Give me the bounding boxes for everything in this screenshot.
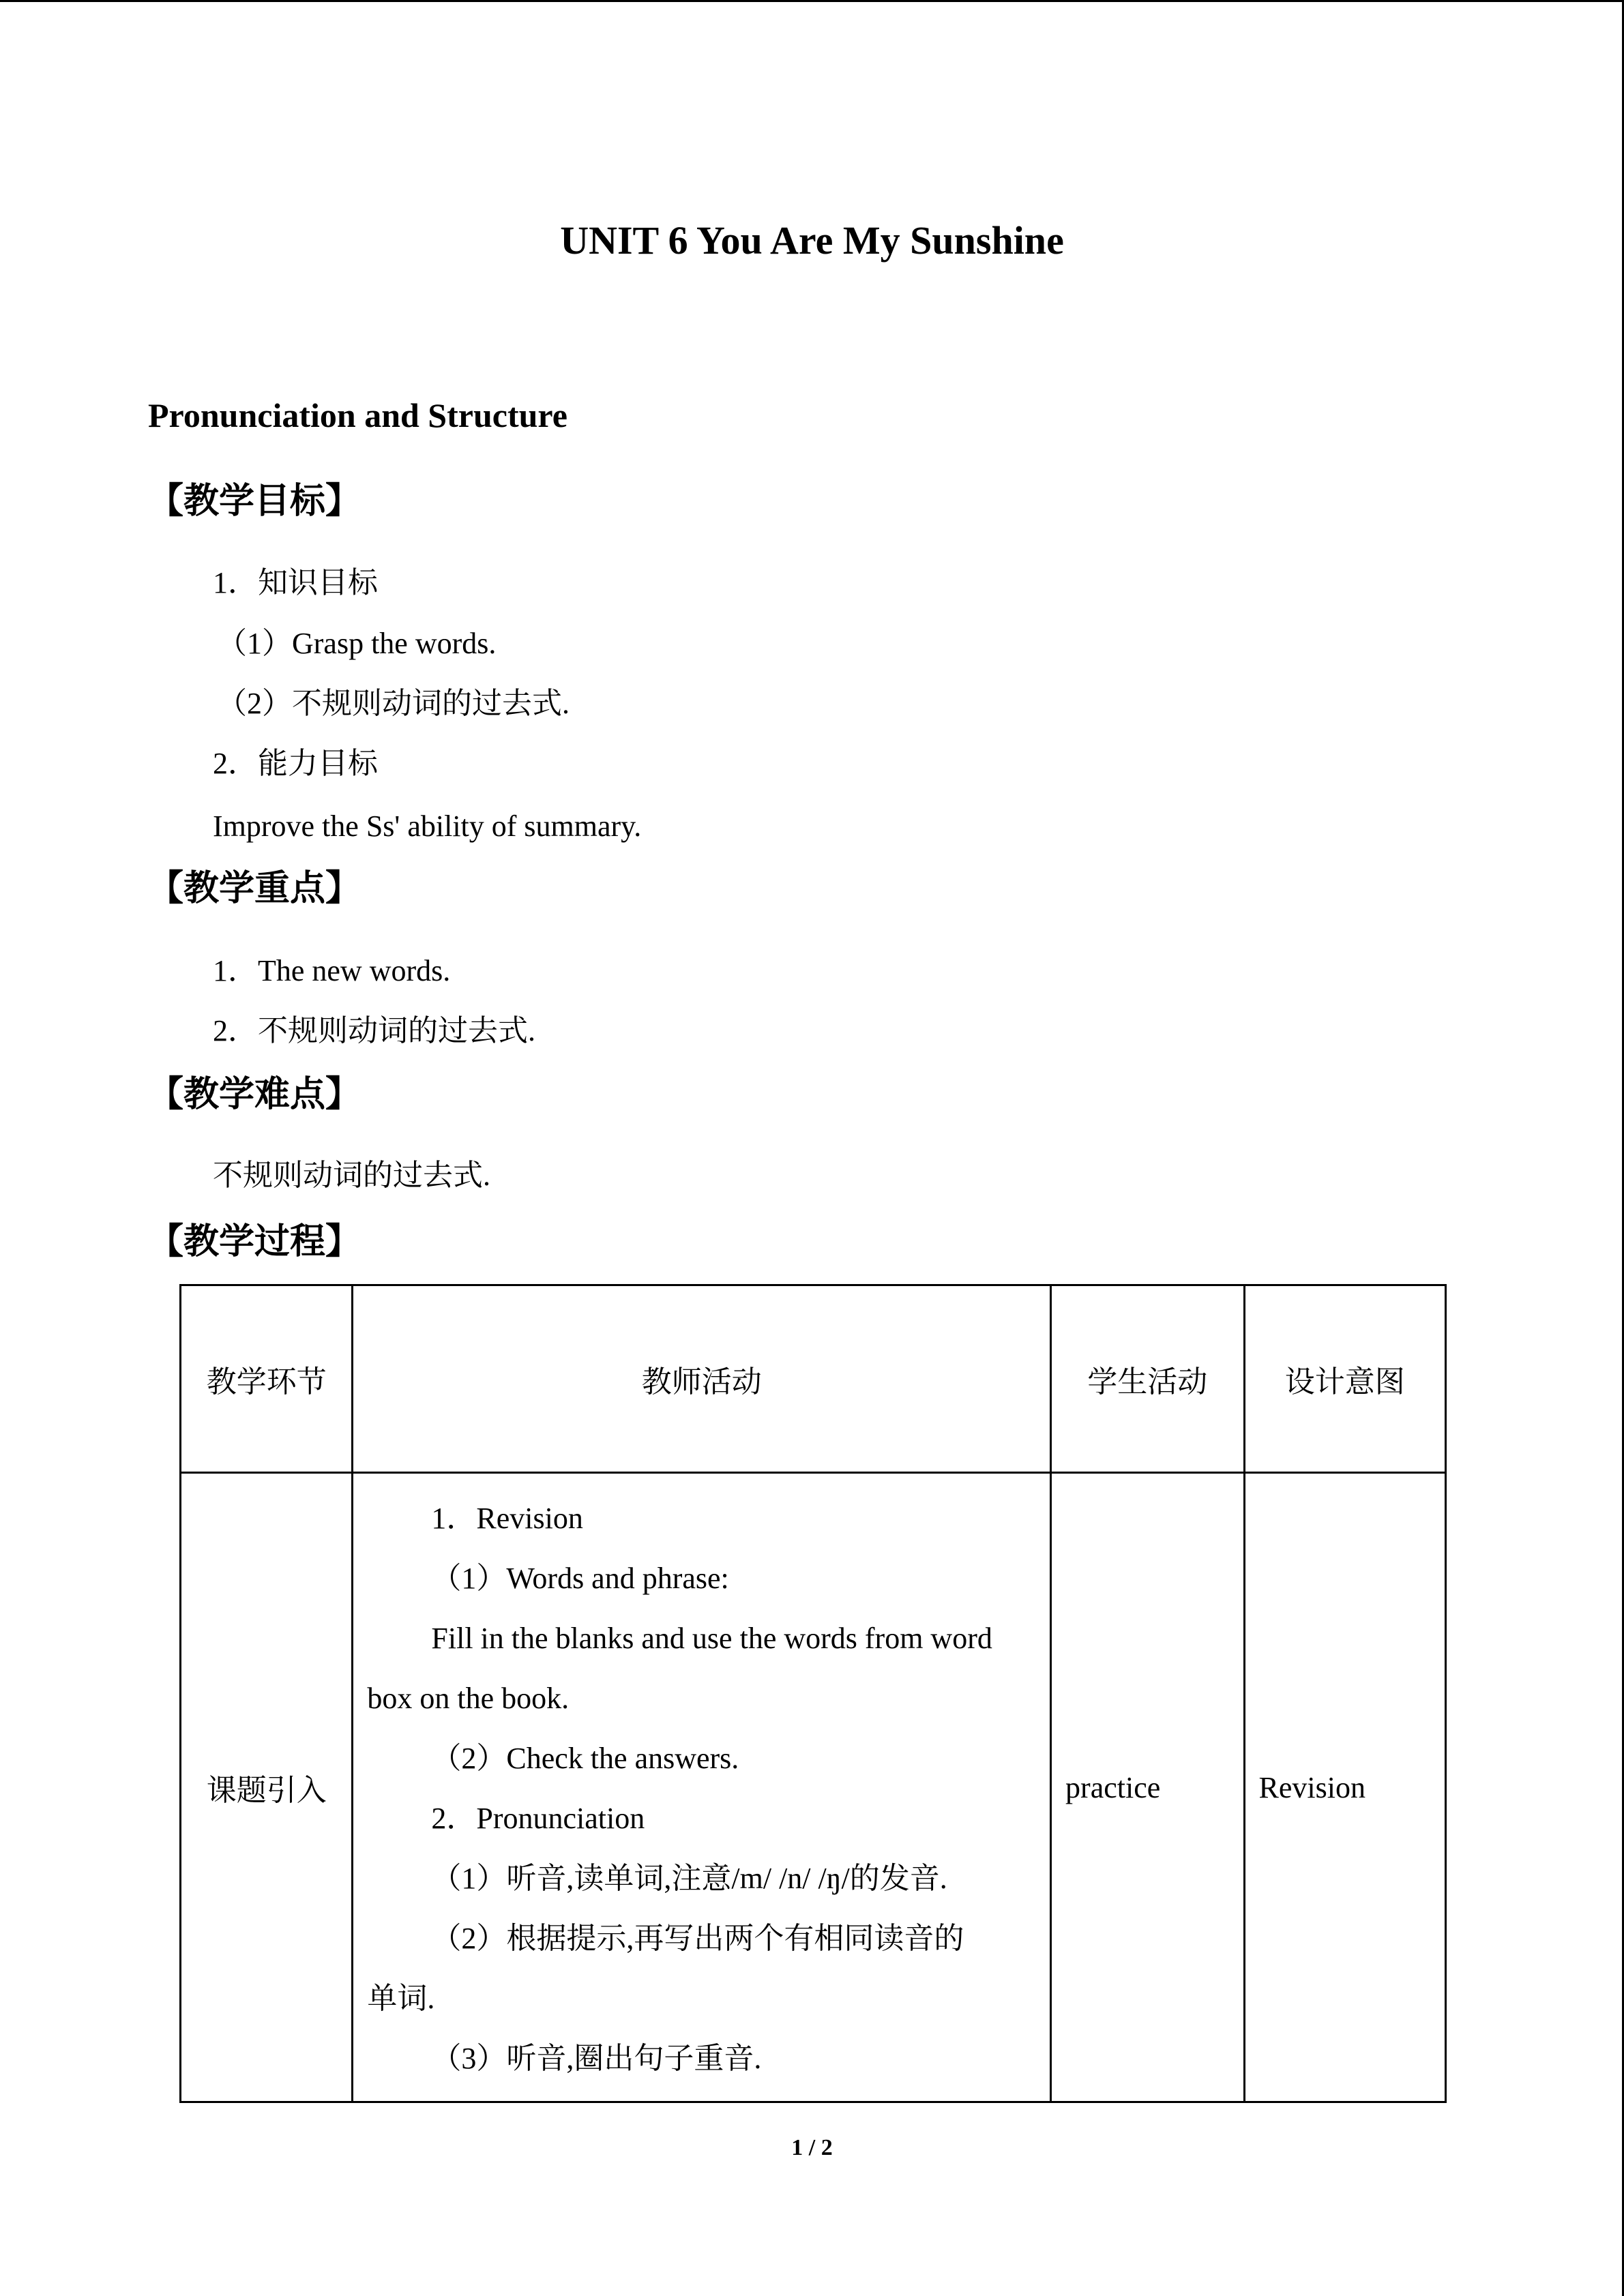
teacher-activity-line: （2）Check the answers. [431,1742,739,1775]
objectives-line: Improve the Ss' ability of summary. [213,809,642,843]
key-points-line: 2．不规则动词的过去式. [213,1014,535,1047]
difficulties-heading: 【教学难点】 [148,1074,361,1115]
cell-stage: 课题引入 [181,1473,353,2102]
document-title: UNIT 6 You Are My Sunshine [560,218,1064,263]
column-header-design-intent: 设计意图 [1244,1285,1446,1473]
difficulties-line: 不规则动词的过去式. [213,1159,490,1192]
column-header-student-activity: 学生活动 [1051,1285,1244,1473]
teaching-process-table [179,1284,1447,2103]
teacher-activity-line: 单词. [367,1982,435,2015]
teacher-activity-line: （1）听音,读单词,注意/m/ /n/ /ŋ/的发音. [431,1862,947,1895]
teacher-activity-line: 1．Revision [431,1502,583,1535]
objectives-line: （2）不规则动词的过去式. [217,687,570,720]
teacher-activity-line: box on the book. [367,1682,570,1715]
teacher-activity-line: 2．Pronunciation [431,1802,645,1835]
teacher-activity-line: （1）Words and phrase: [431,1562,729,1595]
teacher-activity-line: （2）根据提示,再写出两个有相同读音的 [431,1922,964,1955]
table-header-row [181,1285,1446,1473]
teacher-activity-line: Fill in the blanks and use the words from word [431,1622,992,1655]
key-points-line: 1．The new words. [213,954,451,987]
page-number: 1 / 2 [791,2135,833,2160]
objectives-line: （1）Grasp the words. [217,627,497,660]
column-header-stage: 教学环节 [181,1285,353,1473]
objectives-heading: 【教学目标】 [148,481,361,522]
column-header-teacher-activity: 教师活动 [353,1285,1051,1473]
table-row [181,1473,1446,2102]
objectives-line: 2．能力目标 [213,747,378,780]
cell-student-activity: practice [1051,1473,1244,2102]
process-heading: 【教学过程】 [148,1221,361,1262]
cell-teacher-activity [353,1473,1051,2102]
document-subtitle: Pronunciation and Structure [148,396,567,434]
cell-design-intent: Revision [1244,1473,1446,2102]
objectives-line: 1．知识目标 [213,566,378,599]
key-points-heading: 【教学重点】 [148,868,361,909]
teacher-activity-line: （3）听音,圈出句子重音. [431,2042,762,2075]
